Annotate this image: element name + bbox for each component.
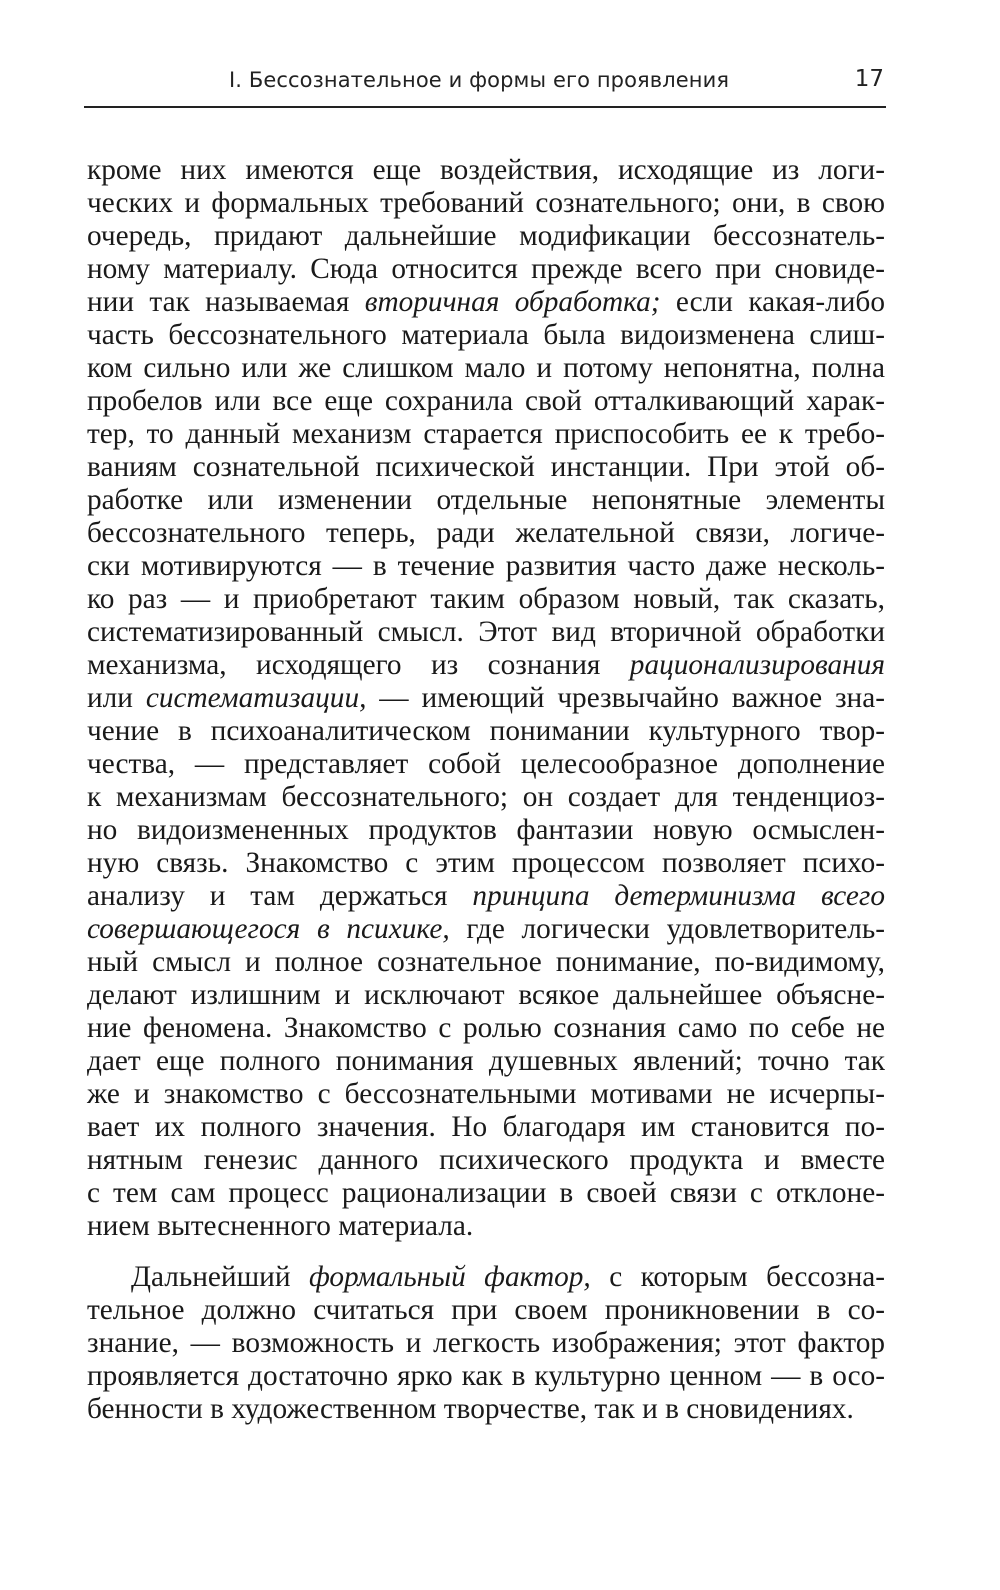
text-run: с тем сам процесс рационализации в своей связи с отклоне- — [87, 1177, 885, 1209]
italic-term: принципа детерминизма всего — [472, 880, 885, 912]
text-line — [87, 1078, 885, 1111]
text-run: но видоизмененных продуктов фантазии новую осмыслен- — [87, 814, 885, 846]
text-run: анализу и там держаться — [87, 880, 473, 912]
text-line — [87, 682, 885, 715]
text-run: делают излишним и исключают всякое дальнейшее объясне- — [87, 979, 885, 1011]
text-line — [87, 1144, 885, 1177]
text-run: ный смысл и полное сознательное понимание, по-видимому, — [87, 946, 885, 978]
text-run: или — [87, 682, 146, 714]
text-line — [87, 979, 885, 1012]
italic-term: совершающегося в психике, — [87, 913, 450, 945]
text-run: механизма, исходящего из сознания — [87, 649, 630, 681]
text-line — [87, 913, 885, 946]
running-title: I. Бессознательное и формы его проявления — [229, 68, 730, 92]
text-line — [87, 1360, 885, 1393]
text-line — [87, 187, 885, 220]
text-line — [87, 1012, 885, 1045]
text-line — [87, 550, 885, 583]
text-run: чества, — представляет собой целесообразное дополнение — [87, 748, 885, 780]
text-line — [87, 517, 885, 550]
italic-term: систематизации, — [145, 682, 367, 714]
text-line — [87, 253, 885, 286]
text-line — [87, 1177, 885, 1210]
text-line — [87, 352, 885, 385]
text-line — [87, 616, 885, 649]
text-run: ному материалу. Сюда относится прежде всего при сновиде- — [87, 253, 885, 285]
running-head — [84, 66, 886, 108]
text-line — [87, 946, 885, 979]
text-run: часть бессознательного материала была видоизменена слиш- — [87, 319, 885, 351]
text-line — [87, 781, 885, 814]
text-run: тельное должно считаться при своем проникновении в со- — [87, 1294, 885, 1326]
text-line — [87, 1111, 885, 1144]
text-run: ваниям сознательной психической инстанции. При этой об- — [87, 451, 885, 483]
text-line — [87, 847, 885, 880]
text-line — [87, 1327, 885, 1360]
text-run: с которым бессозна- — [590, 1261, 886, 1293]
text-line — [87, 220, 885, 253]
text-run: Дальнейший — [131, 1261, 309, 1293]
text-run: ческих и формальных требований сознательного; они, в свою — [87, 187, 885, 219]
paragraph — [87, 1261, 885, 1426]
text-line — [87, 880, 885, 913]
text-run: нии так называемая — [87, 286, 365, 318]
text-run: нием вытесненного материала. — [87, 1210, 474, 1242]
text-line — [87, 715, 885, 748]
text-run: к механизмам бессознательного; он создает для тенденциоз- — [87, 781, 885, 813]
text-line — [87, 484, 885, 517]
text-run: вает их полного значения. Но благодаря им становится по- — [87, 1111, 885, 1143]
text-line — [87, 1045, 885, 1078]
text-run: где логически удовлетворитель- — [449, 913, 885, 945]
text-run: ко раз — и приобретают таким образом новый, так сказать, — [87, 583, 885, 615]
text-line — [87, 748, 885, 781]
text-line — [87, 286, 885, 319]
text-run: если какая-либо — [660, 286, 885, 318]
text-line — [87, 154, 885, 187]
text-run: ную связь. Знакомство с этим процессом позволяет психо- — [87, 847, 885, 879]
text-line — [87, 418, 885, 451]
text-run: бенности в художественном творчестве, так и в сновидениях. — [87, 1393, 854, 1425]
text-line — [87, 814, 885, 847]
text-line — [87, 319, 885, 352]
text-run: знание, — возможность и легкость изображения; этот фактор — [87, 1327, 885, 1359]
text-run: бессознательного теперь, ради желательной связи, логиче- — [87, 517, 885, 549]
text-run: очередь, придают дальнейшие модификации бессознатель- — [87, 220, 885, 252]
text-line — [87, 1294, 885, 1327]
text-line — [87, 451, 885, 484]
text-run: ние феномена. Знакомство с ролью сознания само по себе не — [87, 1012, 885, 1044]
paragraph — [87, 154, 885, 1243]
text-run: ком сильно или же слишком мало и потому непонятна, полна — [87, 352, 885, 384]
text-line — [87, 1261, 885, 1294]
text-run: пробелов или все еще сохранила свой отталкивающий харак- — [87, 385, 885, 417]
text-run: проявляется достаточно ярко как в культурно ценном — в осо- — [87, 1360, 885, 1392]
text-line — [87, 1393, 885, 1426]
text-run: ски мотивируются — в течение развития часто даже несколь- — [87, 550, 885, 582]
text-line — [87, 649, 885, 682]
text-line — [87, 385, 885, 418]
text-line — [87, 1210, 885, 1243]
text-run: чение в психоаналитическом понимании культурного твор- — [87, 715, 885, 747]
text-run: работке или изменении отдельные непонятные элементы — [87, 484, 885, 516]
page-number: 17 — [854, 66, 884, 92]
text-run: же и знакомство с бессознательными мотивами не исчерпы- — [87, 1078, 885, 1110]
text-run: дает еще полного понимания душевных явлений; точно так — [87, 1045, 885, 1077]
text-run: нятным генезис данного психического продукта и вместе — [87, 1144, 885, 1176]
text-run: систематизированный смысл. Этот вид вторичной обработки — [87, 616, 885, 648]
paragraph-gap — [87, 1243, 885, 1261]
text-line — [87, 583, 885, 616]
italic-term: рационализирования — [629, 649, 885, 681]
text-run: — имеющий чрезвычайно важное зна- — [366, 682, 885, 714]
italic-term: формальный фактор, — [308, 1261, 591, 1293]
body-text — [87, 154, 885, 1426]
text-run: кроме них имеются еще воздействия, исходящие из логи- — [87, 154, 885, 186]
italic-term: вторичная обработка; — [364, 286, 661, 318]
text-run: тер, то данный механизм старается приспособить ее к требо- — [87, 418, 885, 450]
